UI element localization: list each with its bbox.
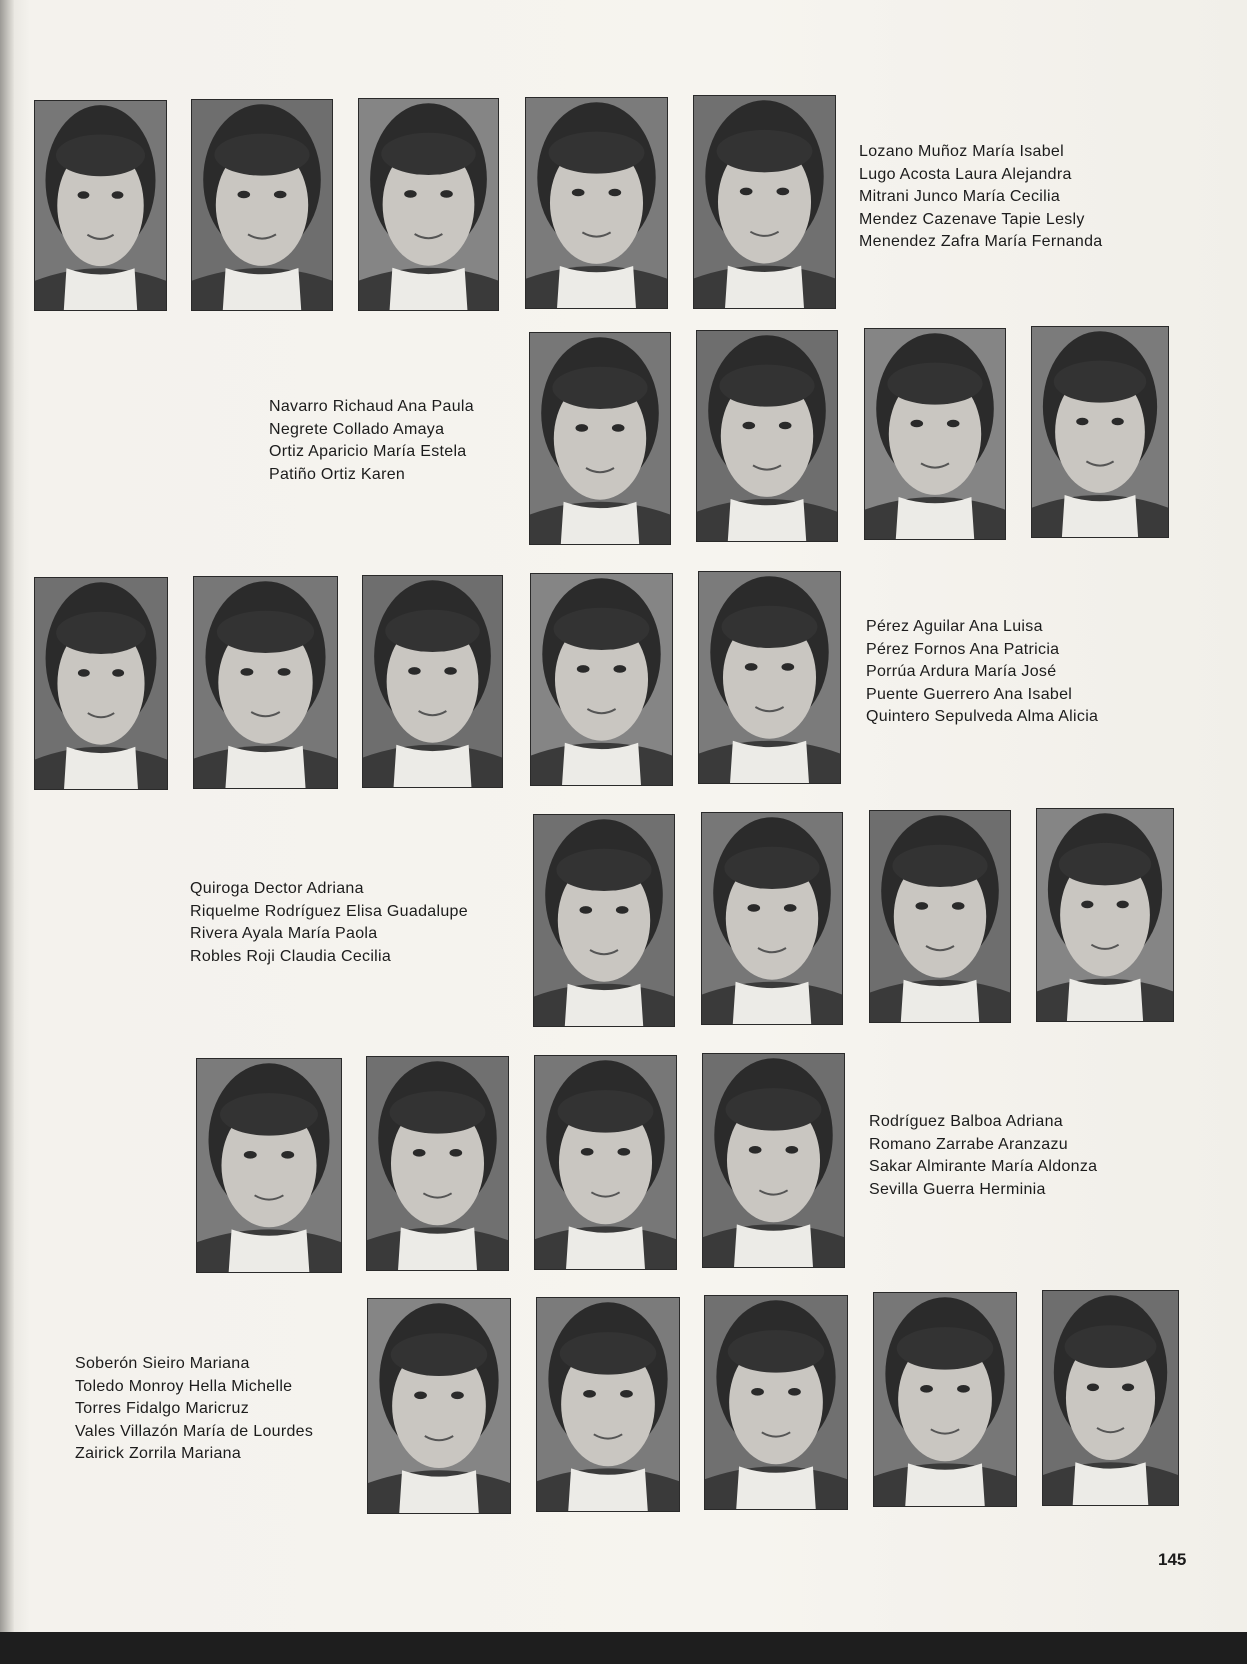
student-portrait bbox=[1036, 808, 1174, 1022]
student-portrait bbox=[34, 577, 168, 790]
student-name: Robles Roji Claudia Cecilia bbox=[190, 947, 392, 965]
student-portrait bbox=[362, 575, 503, 788]
student-name: Romano Zarrabe Aranzazu bbox=[869, 1135, 1069, 1153]
student-name: Riquelme Rodríguez Elisa Guadalupe bbox=[190, 902, 468, 920]
names-list-row-2 bbox=[269, 396, 474, 486]
student-name: Vales Villazón María de Lourdes bbox=[75, 1422, 314, 1440]
student-portrait bbox=[191, 99, 333, 311]
student-portrait bbox=[193, 576, 338, 789]
student-name: Menendez Zafra María Fernanda bbox=[859, 233, 1103, 250]
student-portrait bbox=[358, 98, 499, 311]
student-portrait bbox=[533, 814, 675, 1027]
student-portrait bbox=[702, 1053, 845, 1268]
student-name: Torres Fidalgo Maricruz bbox=[75, 1400, 250, 1417]
student-name: Pérez Fornos Ana Patricia bbox=[866, 640, 1060, 658]
student-name: Zairick Zorrila Mariana bbox=[75, 1445, 242, 1462]
student-name: Quiroga Dector Adriana bbox=[190, 880, 364, 897]
book-spine-shadow bbox=[0, 0, 14, 1664]
student-portrait bbox=[367, 1298, 511, 1514]
student-name: Mendez Cazenave Tapie Lesly bbox=[859, 210, 1085, 228]
student-portrait bbox=[873, 1292, 1017, 1507]
student-portrait bbox=[536, 1297, 680, 1512]
student-name: Lozano Muñoz María Isabel bbox=[859, 143, 1064, 160]
student-name: Soberón Sieiro Mariana bbox=[75, 1355, 250, 1372]
page-number: 145 bbox=[1158, 1550, 1187, 1569]
student-name: Lugo Acosta Laura Alejandra bbox=[859, 165, 1072, 183]
names-list-row-6 bbox=[75, 1353, 313, 1466]
student-name: Rivera Ayala María Paola bbox=[190, 925, 378, 942]
student-portrait bbox=[864, 328, 1006, 540]
student-portrait bbox=[1031, 326, 1169, 538]
student-portrait bbox=[196, 1058, 342, 1273]
student-portrait bbox=[534, 1055, 677, 1270]
student-name: Sevilla Guerra Herminia bbox=[869, 1180, 1046, 1198]
scan-edge-band bbox=[0, 1632, 1247, 1664]
student-portrait bbox=[529, 332, 671, 545]
student-portrait bbox=[698, 571, 841, 784]
student-name: Puente Guerrero Ana Isabel bbox=[866, 685, 1073, 703]
student-portrait bbox=[525, 97, 668, 309]
student-name: Sakar Almirante María Aldonza bbox=[869, 1158, 1098, 1175]
student-name: Pérez Aguilar Ana Luisa bbox=[866, 618, 1043, 635]
student-portrait bbox=[530, 573, 673, 786]
student-portrait bbox=[696, 330, 838, 542]
names-list-row-1 bbox=[859, 141, 1103, 254]
student-portrait bbox=[34, 100, 167, 311]
student-portrait bbox=[693, 95, 836, 309]
student-name: Porrúa Ardura María José bbox=[866, 663, 1057, 680]
names-list-row-5 bbox=[869, 1111, 1097, 1201]
student-portrait bbox=[701, 812, 843, 1025]
student-name: Rodríguez Balboa Adriana bbox=[869, 1113, 1063, 1130]
student-portrait bbox=[704, 1295, 848, 1510]
student-name: Mitrani Junco María Cecilia bbox=[859, 188, 1061, 205]
student-name: Quintero Sepulveda Alma Alicia bbox=[866, 708, 1099, 725]
student-portrait bbox=[1042, 1290, 1179, 1506]
student-name: Ortiz Aparicio María Estela bbox=[269, 443, 467, 460]
student-portrait bbox=[366, 1056, 509, 1271]
names-list-row-4 bbox=[190, 878, 468, 968]
student-name: Negrete Collado Amaya bbox=[269, 420, 445, 438]
student-name: Navarro Richaud Ana Paula bbox=[269, 398, 474, 415]
names-list-row-3 bbox=[866, 616, 1098, 729]
student-portrait bbox=[869, 810, 1011, 1023]
student-name: Toledo Monroy Hella Michelle bbox=[75, 1377, 293, 1395]
student-name: Patiño Ortiz Karen bbox=[269, 465, 406, 483]
